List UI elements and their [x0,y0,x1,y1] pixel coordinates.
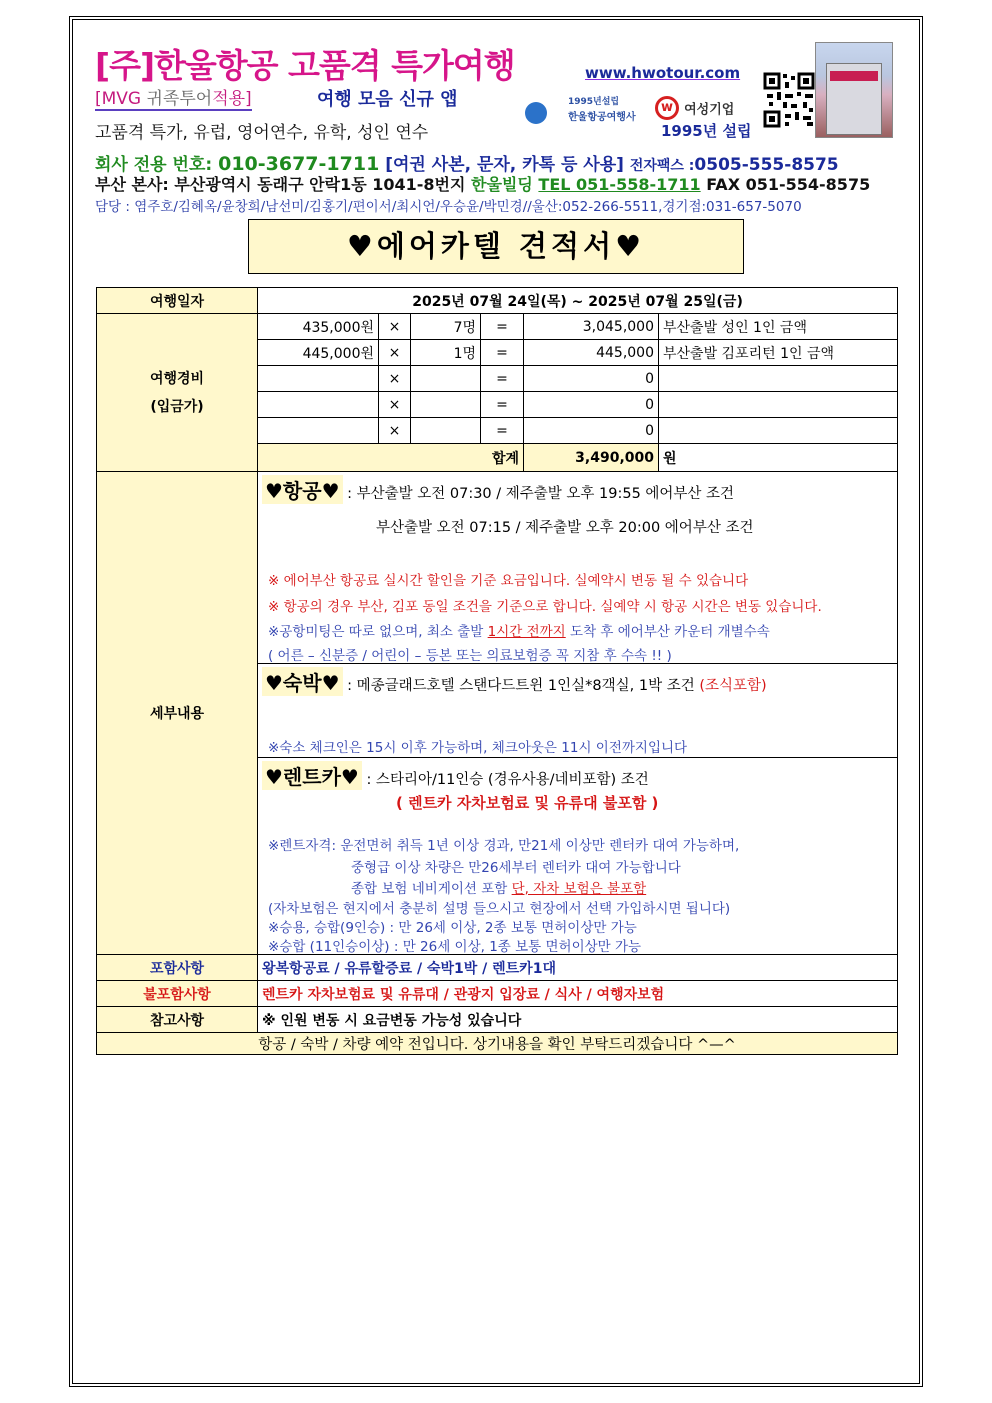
air-note2: ※ 항공의 경우 부산, 김포 동일 조건을 기준으로 합니다. 실예약 시 항공 시간은 변동 있습니다. [268,599,822,615]
rentcar-note3 [351,877,646,897]
footer-note-row [97,1033,898,1055]
rentcar-note6: ※승합 (11인승이상) : 만 26세 이상, 1종 보통 면허이상만 가능 [268,939,642,955]
company-title: [주]한울항공 고품격 특가여행 [95,46,515,85]
line-amount: 0 [524,366,659,392]
hotel-tag: ♥숙박♥ [262,667,343,696]
air-line2: 부산출발 오전 07:15 / 제주출발 오후 20:00 에어부산 조건 [376,520,754,536]
phone-label: 회사 전용 번호: [95,155,219,175]
fax-label: 전자팩스 : [629,158,695,174]
address-text: 부산 본사: 부산광역시 동래구 안락1동 1041-8번지 [95,175,472,194]
air-tag: ♥항공♥ [262,475,343,504]
rentcar-note2: 중형급 이상 차량은 만26세부터 렌터카 대여 가능합니다 [351,860,681,876]
equals-sign: = [481,340,524,366]
building-sign [830,71,878,81]
hotel-line1: : 메종글래드호텔 스탠다드트윈 1인실*8객실, 1박 조건 [347,678,700,694]
line-note: 부산출발 성인 1인 금액 [659,314,898,340]
address-building: 한울빌딩 [471,175,533,194]
line-amount: 445,000 [524,340,659,366]
reference-value: ※ 인원 변동 시 요금변동 가능성 있습니다 [258,1007,898,1033]
line-amount: 0 [524,418,659,444]
excluded-row [97,981,898,1007]
equals-sign: = [481,418,524,444]
rentcar-note1: ※렌트자격: 운전면허 취득 1년 이상 경과, 만21세 이상만 렌터카 대여 가능하며, [268,838,740,854]
travel-date-value: 2025년 07월 24일(목) ~ 2025년 07월 25일(금) [258,288,898,314]
address-fax: FAX 051-554-8575 [700,175,871,194]
mvg-end: 적용] [212,89,252,109]
website-link[interactable]: www.hwotour.com [585,64,741,82]
line-amount: 0 [524,392,659,418]
hotel-note1: ※숙소 체크인은 15시 이후 가능하며, 체크아웃은 11시 이전까지입니다 [268,740,688,756]
included-row [97,955,898,981]
women-business-icon: w [655,96,679,120]
qr-code-icon[interactable] [763,70,815,130]
cost-row [97,314,898,340]
sum-value: 3,490,000 [524,444,659,472]
fax-number: 0505-555-8575 [694,155,839,175]
line-note [659,418,898,444]
cost-label [97,314,258,472]
footer-note: 항공 / 숙박 / 차량 예약 전입니다. 상기내용을 확인 부탁드리겠습니다 ^—^ [97,1033,898,1055]
line-note [659,392,898,418]
hotel-section [258,664,897,758]
new-app-text: 여행 모음 신규 앱 [317,89,458,110]
times-sign: × [379,418,411,444]
air-note1: ※ 에어부산 항공료 실시간 할인을 기준 요금입니다. 실예약시 변동 될 수 있습니다 [268,573,749,589]
unit-price: 435,000원 [258,314,379,340]
service-subjects: 고품격 특가, 유럽, 영어연수, 유학, 성인 연수 [95,123,429,143]
reference-label: 참고사항 [97,1007,258,1033]
mvg-tag [95,84,252,111]
year-established: 1995년 설립 [661,122,752,140]
included-value: 왕복항공료 / 유류할증료 / 숙박1박 / 렌트카1대 [258,955,898,981]
building-photo [815,42,893,138]
times-sign: × [379,392,411,418]
detail-content [258,472,898,955]
cost-label-main: 여행경비 [149,370,205,387]
travel-date-label: 여행일자 [97,288,258,314]
document-title: ♥에어카텔 견적서♥ [248,219,744,274]
phone-number[interactable]: 010-3677-1711 [218,153,380,175]
rentcar-section [258,758,897,954]
rentcar-note3-b: 단, 자차 보험은 불포함 [511,881,647,897]
unit-price: 445,000원 [258,340,379,366]
air-note4: ( 어른 – 신분증 / 어린이 – 등본 또는 의료보험증 꼭 지참 후 수속 !! ) [268,648,672,664]
established-logo [525,94,645,128]
air-section [258,472,897,664]
women-business-logo [655,96,734,122]
rentcar-line2: ( 렌트카 자차보험료 및 유류대 불포함 ) [396,794,659,812]
phone-note: [여권 사본, 문자, 카톡 등 사용] [379,155,624,175]
line-note: 부산출발 김포리턴 1인 금액 [659,340,898,366]
rentcar-note5: ※승용, 승합(9인승) : 만 26세 이상, 2종 보통 면허이상만 가능 [268,920,637,936]
person-count [411,392,481,418]
quote-table [96,287,898,1055]
unit-price [258,366,379,392]
air-note3-a: ※공항미팅은 따로 없으며, 최소 출발 [268,624,488,640]
excluded-label: 불포함사항 [97,981,258,1007]
detail-label: 세부내용 [97,472,258,955]
equals-sign: = [481,366,524,392]
travel-date-row [97,288,898,314]
mvg-middle: 귀족투어 [141,89,213,109]
address-tel: TEL 051-558-1711 [538,175,701,194]
sum-label: 합계 [258,444,524,472]
times-sign: × [379,340,411,366]
rentcar-line1: : 스타리아/11인승 (경유사용/네비포함) 조건 [366,772,649,788]
air-note3-b: 1시간 전까지 [487,624,566,640]
equals-sign: = [481,392,524,418]
rentcar-tag: ♥렌트카♥ [262,761,362,790]
reference-row [97,1007,898,1033]
person-count: 7명 [411,314,481,340]
globe-icon [525,102,547,124]
address-line [95,172,870,195]
women-business-text: 여성기업 [684,102,735,118]
mvg-open: [MVG [95,89,142,109]
rentcar-note3-a: 종합 보험 네비게이션 포함 [351,881,512,897]
unit-price [258,392,379,418]
letterhead [95,40,895,220]
excluded-value: 렌트카 자차보험료 및 유류대 / 관광지 입장료 / 식사 / 여행자보험 [258,981,898,1007]
air-note3-c: 도착 후 에어부산 카운터 개별수속 [565,624,770,640]
sum-unit: 원 [659,444,898,472]
rentcar-note4: (자차보험은 현지에서 충분히 설명 들으시고 현장에서 선택 가입하시면 됩니다) [268,901,731,917]
staff-list: 담당 : 염주호/김혜옥/윤창희/남선미/김홍기/편이서/최시언/우승윤/박민경//울산:052-266-5511,경기점:031-657-5070 [95,199,802,215]
detail-row [97,472,898,955]
line-note [659,366,898,392]
unit-price [258,418,379,444]
equals-sign: = [481,314,524,340]
times-sign: × [379,366,411,392]
times-sign: × [379,314,411,340]
person-count [411,418,481,444]
cost-label-sub: (입금가) [150,398,204,415]
line-amount: 3,045,000 [524,314,659,340]
included-label: 포함사항 [97,955,258,981]
est-line1: 1995년설립 [568,97,620,107]
hotel-breakfast: (조식포함) [699,678,767,694]
person-count [411,366,481,392]
est-line2: 한울항공여행사 [568,112,636,123]
air-line1: : 부산출발 오전 07:30 / 제주출발 오후 19:55 에어부산 조건 [347,486,735,502]
person-count: 1명 [411,340,481,366]
air-note3 [268,620,770,640]
